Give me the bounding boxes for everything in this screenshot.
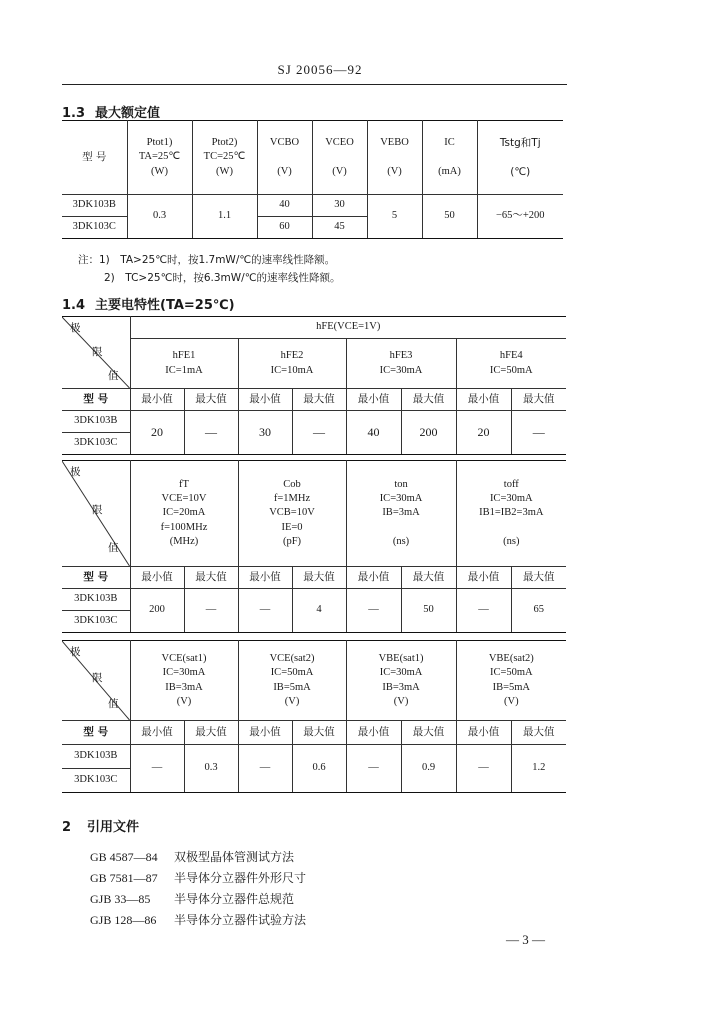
diag-label-zhi: 值 bbox=[108, 542, 119, 554]
note-1: 注：1) TA>25℃时，按1.7mW/℃的速率线性降额。 bbox=[78, 254, 336, 266]
hfe1-header: hFE1 IC=1mA bbox=[130, 339, 238, 389]
min-label: 最小值 bbox=[456, 567, 511, 589]
vceo-value: 30 bbox=[312, 195, 367, 217]
section-number: 1.4 bbox=[62, 298, 86, 313]
hfe4-header: hFE4 IC=50mA bbox=[456, 339, 566, 389]
value-cell: — bbox=[346, 745, 401, 793]
list-item bbox=[90, 890, 306, 911]
diag-label-ji: 极 bbox=[70, 466, 81, 478]
value-cell: 1.2 bbox=[511, 745, 566, 793]
hfe-span-header: hFE(VCE=1V) bbox=[130, 317, 566, 339]
max-label: 最大值 bbox=[184, 567, 238, 589]
ref-title: 半导体分立器件总规范 bbox=[174, 892, 295, 906]
hfe2-header: hFE2 IC=10mA bbox=[238, 339, 346, 389]
ptot-tc-value: 1.1 bbox=[192, 195, 257, 239]
model-cell: 3DK103B bbox=[62, 589, 130, 611]
vbesat1-header: VBE(sat1) IC=30mA IB=3mA (V) bbox=[346, 641, 456, 721]
value-cell: — bbox=[184, 589, 238, 633]
ic-value: 50 bbox=[422, 195, 477, 239]
model-header: 型 号 bbox=[62, 389, 130, 411]
value-cell: 4 bbox=[292, 589, 346, 633]
vcbo-value: 60 bbox=[257, 217, 312, 239]
section-title-text: 最大额定值 bbox=[95, 106, 161, 121]
diagonal-header-cell bbox=[62, 317, 130, 389]
vcesat2-header: VCE(sat2) IC=50mA IB=5mA (V) bbox=[238, 641, 346, 721]
value-cell: 200 bbox=[401, 411, 456, 455]
list-item bbox=[90, 848, 306, 869]
section-title-text: 主要电特性(TA=25℃) bbox=[95, 298, 235, 313]
model-header: 型 号 bbox=[62, 721, 130, 745]
min-label: 最小值 bbox=[130, 721, 184, 745]
value-cell: — bbox=[456, 745, 511, 793]
vcbo-header: VCBO (V) bbox=[257, 121, 312, 195]
document-code: SJ 20056—92 bbox=[277, 62, 363, 77]
ft-header: fT VCE=10V IC=20mA f=100MHz (MHz) bbox=[130, 461, 238, 567]
header-rule bbox=[62, 84, 567, 85]
value-cell: — bbox=[346, 589, 401, 633]
value-cell: — bbox=[130, 745, 184, 793]
min-label: 最小值 bbox=[130, 389, 184, 411]
max-label: 最大值 bbox=[401, 721, 456, 745]
frequency-switching-table bbox=[62, 460, 566, 633]
value-cell: — bbox=[238, 745, 292, 793]
min-label: 最小值 bbox=[346, 721, 401, 745]
vcbo-value: 40 bbox=[257, 195, 312, 217]
model-cell: 3DK103C bbox=[62, 217, 127, 239]
value-cell: — bbox=[238, 589, 292, 633]
diag-label-zhi: 值 bbox=[108, 370, 119, 382]
model-cell: 3DK103C bbox=[62, 433, 130, 455]
max-ratings-table bbox=[62, 120, 563, 239]
model-cell: 3DK103C bbox=[62, 769, 130, 793]
max-label: 最大值 bbox=[511, 721, 566, 745]
section-title-text: 引用文件 bbox=[87, 820, 140, 835]
min-label: 最小值 bbox=[238, 567, 292, 589]
max-label: 最大值 bbox=[292, 721, 346, 745]
cob-header: Cob f=1MHz VCB=10V IE=0 (pF) bbox=[238, 461, 346, 567]
model-cell: 3DK103B bbox=[62, 195, 127, 217]
value-cell: 20 bbox=[456, 411, 511, 455]
vbesat2-header: VBE(sat2) IC=50mA IB=5mA (V) bbox=[456, 641, 566, 721]
value-cell: 65 bbox=[511, 589, 566, 633]
min-label: 最小值 bbox=[346, 567, 401, 589]
section-number: 1.3 bbox=[62, 106, 86, 121]
vcesat1-header: VCE(sat1) IC=30mA IB=3mA (V) bbox=[130, 641, 238, 721]
diagonal-header-cell bbox=[62, 641, 130, 721]
value-cell: 0.6 bbox=[292, 745, 346, 793]
section-1-4-title bbox=[62, 294, 235, 313]
value-cell: 50 bbox=[401, 589, 456, 633]
reference-list bbox=[90, 848, 306, 932]
hfe-table bbox=[62, 316, 566, 455]
diag-label-xian: 限 bbox=[92, 346, 103, 358]
min-label: 最小值 bbox=[238, 721, 292, 745]
ptot-ta-header: Ptot1) TA=25℃ (W) bbox=[127, 121, 192, 195]
section-2-title bbox=[62, 816, 139, 835]
derating-notes bbox=[78, 252, 341, 288]
saturation-voltage-table bbox=[62, 640, 566, 793]
ref-code: GJB 128—86 bbox=[90, 913, 157, 927]
diag-label-xian: 限 bbox=[92, 672, 103, 684]
min-label: 最小值 bbox=[346, 389, 401, 411]
ref-title: 半导体分立器件外形尺寸 bbox=[174, 871, 307, 885]
section-1-3-title bbox=[62, 102, 160, 121]
ref-title: 双极型晶体管测试方法 bbox=[174, 850, 295, 864]
section-number: 2 bbox=[62, 820, 72, 835]
max-label: 最大值 bbox=[511, 567, 566, 589]
note-2: 2) TC>25℃时，按6.3mW/℃的速率线性降额。 bbox=[104, 272, 341, 284]
vebo-value: 5 bbox=[367, 195, 422, 239]
model-header: 型 号 bbox=[62, 121, 127, 195]
model-cell: 3DK103C bbox=[62, 611, 130, 633]
max-label: 最大值 bbox=[511, 389, 566, 411]
min-label: 最小值 bbox=[456, 721, 511, 745]
diag-label-xian: 限 bbox=[92, 504, 103, 516]
ptot-ta-value: 0.3 bbox=[127, 195, 192, 239]
model-cell: 3DK103B bbox=[62, 411, 130, 433]
max-label: 最大值 bbox=[401, 389, 456, 411]
ton-header: ton IC=30mA IB=3mA (ns) bbox=[346, 461, 456, 567]
model-cell: 3DK103B bbox=[62, 745, 130, 769]
diag-label-ji: 极 bbox=[70, 322, 81, 334]
ic-header: IC (mA) bbox=[422, 121, 477, 195]
list-item bbox=[90, 911, 306, 932]
ptot-tc-header: Ptot2) TC=25℃ (W) bbox=[192, 121, 257, 195]
value-cell: 40 bbox=[346, 411, 401, 455]
hfe3-header: hFE3 IC=30mA bbox=[346, 339, 456, 389]
max-label: 最大值 bbox=[184, 721, 238, 745]
min-label: 最小值 bbox=[238, 389, 292, 411]
value-cell: — bbox=[292, 411, 346, 455]
diagonal-header-cell bbox=[62, 461, 130, 567]
diag-label-zhi: 值 bbox=[108, 698, 119, 710]
vebo-header: VEBO (V) bbox=[367, 121, 422, 195]
diag-label-ji: 极 bbox=[70, 646, 81, 658]
min-label: 最小值 bbox=[130, 567, 184, 589]
ref-code: GJB 33—85 bbox=[90, 892, 151, 906]
value-cell: 200 bbox=[130, 589, 184, 633]
max-label: 最大值 bbox=[292, 389, 346, 411]
ref-code: GB 4587—84 bbox=[90, 850, 158, 864]
list-item bbox=[90, 869, 306, 890]
max-label: 最大值 bbox=[184, 389, 238, 411]
min-label: 最小值 bbox=[456, 389, 511, 411]
value-cell: 0.3 bbox=[184, 745, 238, 793]
value-cell: — bbox=[456, 589, 511, 633]
vceo-value: 45 bbox=[312, 217, 367, 239]
vceo-header: VCEO (V) bbox=[312, 121, 367, 195]
value-cell: — bbox=[511, 411, 566, 455]
temp-header: Tstg和Tj (℃) bbox=[477, 121, 563, 195]
page-number: — 3 — bbox=[506, 932, 545, 947]
value-cell: 0.9 bbox=[401, 745, 456, 793]
ref-title: 半导体分立器件试验方法 bbox=[174, 913, 307, 927]
model-header: 型 号 bbox=[62, 567, 130, 589]
max-label: 最大值 bbox=[401, 567, 456, 589]
value-cell: 20 bbox=[130, 411, 184, 455]
temp-value: −65～+200 bbox=[477, 195, 563, 239]
max-label: 最大值 bbox=[292, 567, 346, 589]
ref-code: GB 7581—87 bbox=[90, 871, 158, 885]
toff-header: toff IC=30mA IB1=IB2=3mA (ns) bbox=[456, 461, 566, 567]
value-cell: — bbox=[184, 411, 238, 455]
value-cell: 30 bbox=[238, 411, 292, 455]
